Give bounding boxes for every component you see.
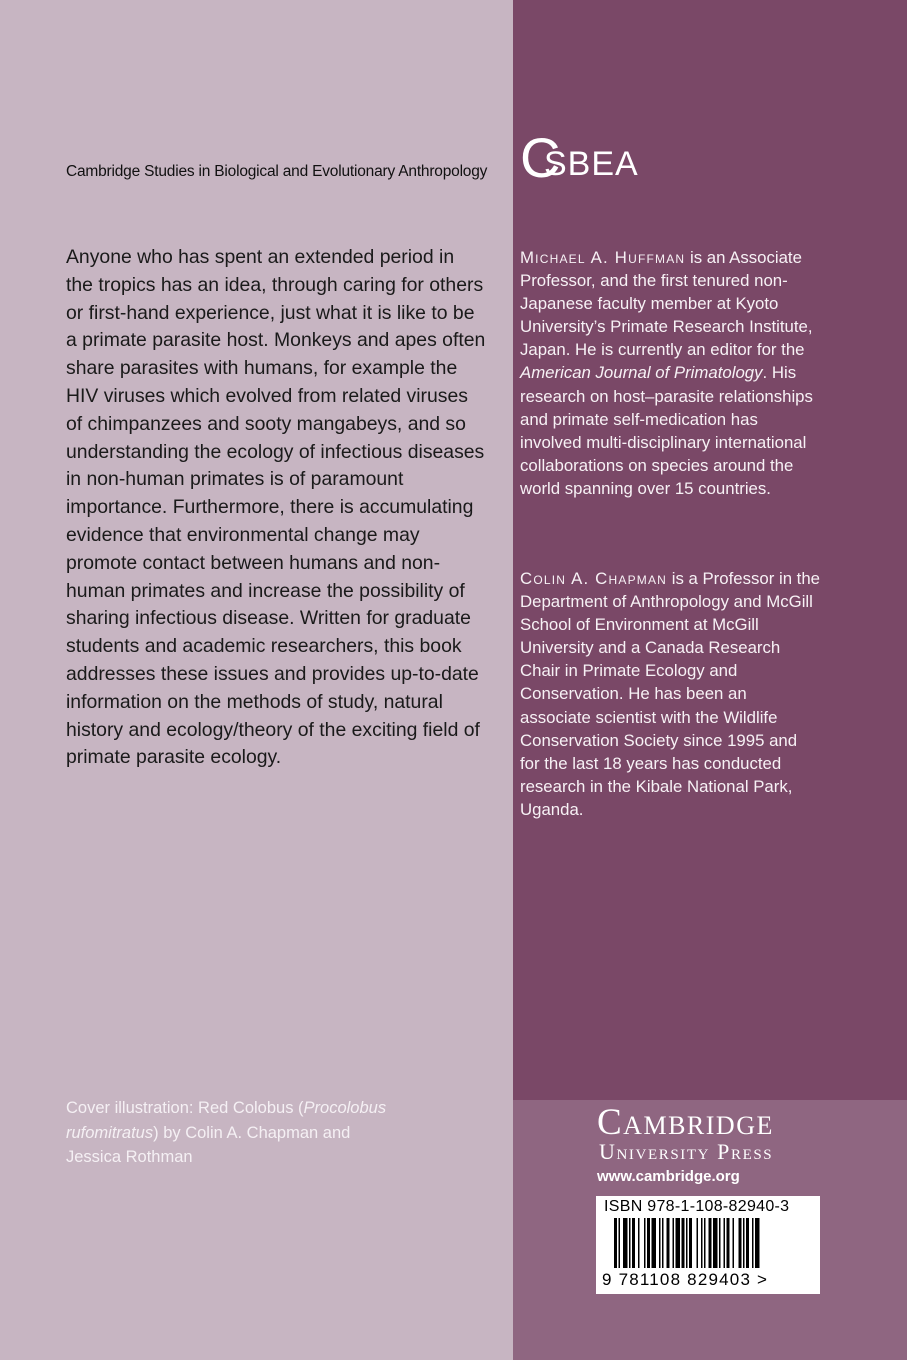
barcode-bar — [709, 1218, 712, 1268]
barcode-bar — [638, 1218, 640, 1268]
barcode-bar — [697, 1218, 699, 1268]
barcode-bar — [662, 1218, 664, 1268]
author-name: Colin A. Chapman — [520, 569, 668, 588]
isbn-barcode — [596, 1196, 820, 1294]
publisher-name: Cambridge — [597, 1102, 774, 1143]
book-blurb: Anyone who has spent an extended period in the tropics has an idea, through caring for others or first-hand experience, just what it is like to be a primate parasite host. Monkeys and apes often share parasites with humans, for example the HIV viruses which evolved from related viruses of chimpanzees and sooty mangabeys, and so understanding the ecology of infectious diseases in non-human primates is of paramount importance. Furthermore, there is accumulating evidence that environmental change may promote contact between humans and non-human primates and increase the possibility of sharing infectious disease. Written for graduate students and academic researchers, this book addresses these issues and provides up-to-date information on the methods of study, natural history and ecology/theory of the exciting field of primate parasite ecology. — [66, 246, 486, 769]
cover-credit — [66, 1096, 396, 1170]
barcode-bar — [673, 1218, 675, 1268]
author-bio-text: . His research on host–parasite relationships and primate self-medication has involved multi-disciplinary international collaborations on species around the world spanning over 15 countries. — [520, 363, 813, 498]
series-logo-text: SBEA — [544, 145, 639, 183]
barcode-bar — [644, 1218, 646, 1268]
barcode-bar — [689, 1218, 692, 1268]
barcode-bar — [652, 1218, 657, 1268]
barcode-bar — [739, 1218, 742, 1268]
barcode-bar — [701, 1218, 703, 1268]
journal-title: American Journal of Primatology — [520, 363, 763, 383]
series-logo-initial: C — [520, 126, 561, 189]
barcode-bar — [614, 1218, 617, 1268]
barcode-bar — [724, 1218, 726, 1268]
barcode-bar — [713, 1218, 718, 1268]
author-name: Michael A. Huffman — [520, 248, 686, 267]
author-bio-text: is an Associate Professor, and the first tenured non-Japanese faculty member at Kyoto University’s Primate Research Institute, Japan. He is currently an editor for the — [520, 248, 813, 360]
barcode-bar — [647, 1218, 650, 1268]
publisher-url: www.cambridge.org — [597, 1168, 740, 1185]
barcode-bar — [682, 1218, 685, 1268]
author-bio-huffman — [520, 246, 820, 500]
publisher-logo — [597, 1104, 774, 1162]
publisher-press: University Press — [599, 1139, 774, 1164]
cover-credit-suffix: ) by Colin A. Chapman and Jessica Rothman — [66, 1123, 351, 1166]
series-title: Cambridge Studies in Biological and Evolutionary Anthropology — [66, 163, 488, 180]
cover-credit-species: Procolobus rufomitratus — [66, 1099, 387, 1142]
barcode-bar — [743, 1218, 745, 1268]
author-bio-chapman — [520, 567, 820, 821]
barcode-bar — [659, 1218, 661, 1268]
barcode-bar — [632, 1218, 635, 1268]
barcode-bar — [667, 1218, 670, 1268]
barcode-bar — [629, 1218, 631, 1268]
barcode-bar — [719, 1218, 721, 1268]
barcode-bar — [755, 1218, 760, 1268]
barcode-bar — [686, 1218, 688, 1268]
barcode-digits: 9 781108 829403 > — [602, 1270, 769, 1289]
barcode-bar — [746, 1218, 749, 1268]
barcode-bar — [752, 1218, 754, 1268]
author-bio-text: is a Professor in the Department of Anthropology and McGill School of Environment at McGill University and a Canada Research Chair in Primate Ecology and Conservation. He has been an associate scientist with the Wildlife Conservation Society since 1995 and for the last 18 years has conducted research in the Kibale National Park, Uganda. — [520, 569, 821, 819]
barcode-bar — [704, 1218, 706, 1268]
barcode-bar — [676, 1218, 681, 1268]
barcode-bar — [623, 1218, 628, 1268]
cover-credit-prefix: Cover illustration: Red Colobus ( — [66, 1099, 304, 1117]
series-logo — [520, 126, 640, 190]
isbn-label: ISBN 978-1-108-82940-3 — [604, 1198, 790, 1215]
barcode-bars — [596, 1218, 820, 1272]
barcode-bar — [619, 1218, 621, 1268]
barcode-bar — [733, 1218, 735, 1268]
barcode-bar — [727, 1218, 730, 1268]
